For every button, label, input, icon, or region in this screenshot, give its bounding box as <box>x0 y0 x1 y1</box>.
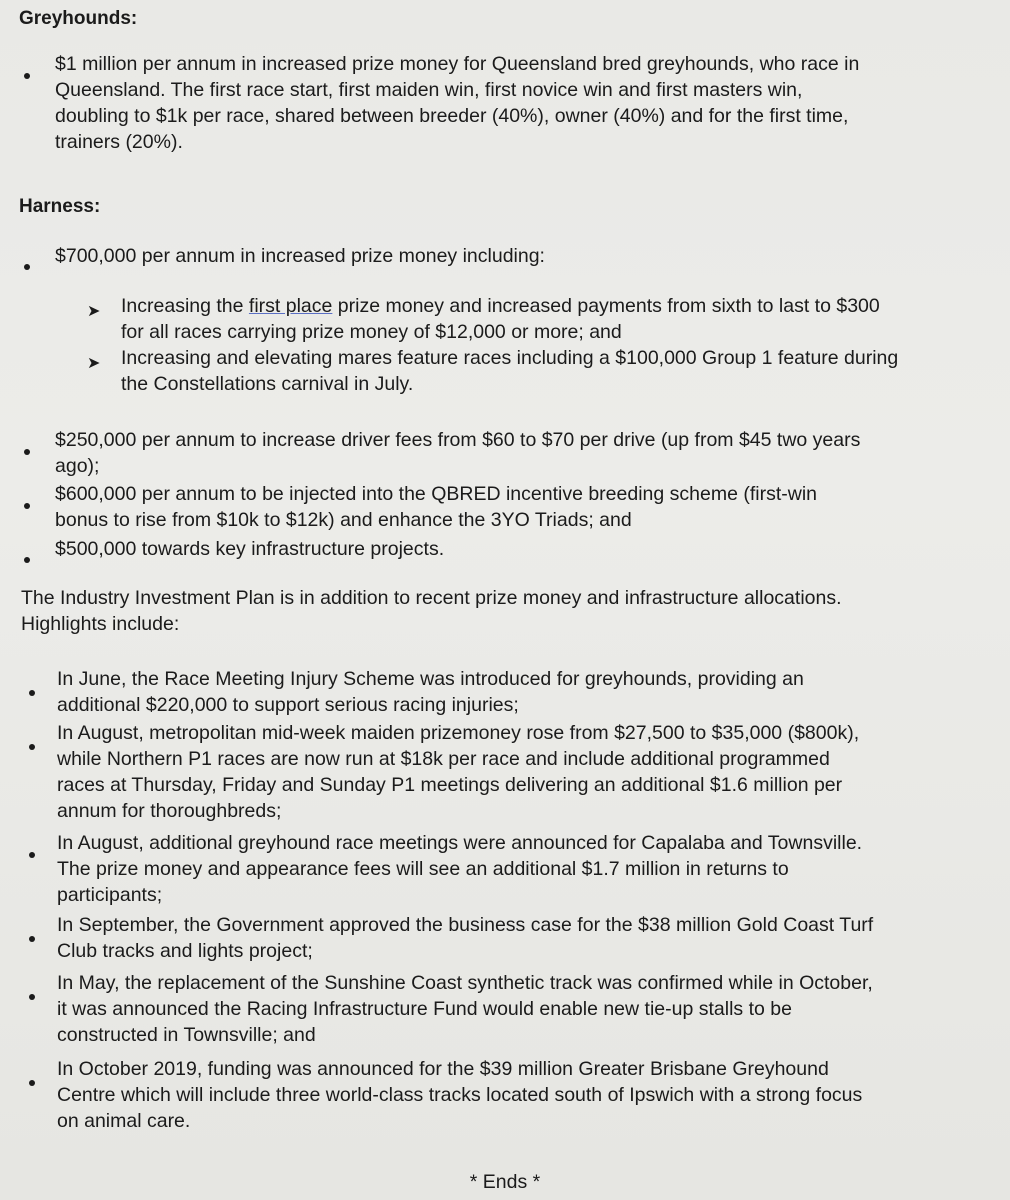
highlight-item <box>57 1056 862 1134</box>
greyhounds-item <box>55 51 859 155</box>
text-line: Increasing and elevating mares feature races including a $100,000 Group 1 feature during <box>121 347 899 369</box>
text-line: the Constellations carnival in July. <box>121 373 414 395</box>
text-line: on animal care. <box>57 1110 191 1132</box>
highlight-item <box>57 666 804 718</box>
text-line: ago); <box>55 455 100 477</box>
ends-marker: * Ends * <box>469 1171 541 1193</box>
harness-heading: Harness: <box>19 196 101 217</box>
bullet <box>24 264 30 270</box>
text-line: Club tracks and lights project; <box>57 940 313 962</box>
harness-subitem-first-place <box>121 293 880 345</box>
text-line: it was announced the Racing Infrastructure Fund would enable new tie-up stalls to be <box>57 998 792 1020</box>
text-line: Increasing the first place prize money and increased payments from sixth to last to $300 <box>121 295 880 317</box>
bullet <box>29 994 35 1000</box>
highlight-item <box>57 970 873 1048</box>
harness-item-qbred <box>55 481 817 533</box>
harness-item-driver-fees <box>55 427 860 479</box>
arrow-bullet-icon: ➤ <box>87 355 101 372</box>
bullet <box>24 73 30 79</box>
highlight-item <box>57 830 862 908</box>
harness-subitem-mares <box>121 345 898 397</box>
text-line: In August, additional greyhound race meetings were announced for Capalaba and Townsville. <box>57 832 863 854</box>
underlined-phrase: first place <box>248 295 333 317</box>
arrow-bullet-icon: ➤ <box>87 303 101 320</box>
text-line: The Industry Investment Plan is in addition to recent prize money and infrastructure allocations. <box>21 587 842 609</box>
text-line: while Northern P1 races are now run at $18k per race and include additional programmed <box>57 748 830 770</box>
text-line: trainers (20%). <box>55 131 183 153</box>
bullet <box>29 690 35 696</box>
text-line: In September, the Government approved the business case for the $38 million Gold Coast Turf <box>57 914 874 936</box>
text-line: Centre which will include three world-class tracks located south of Ipswich with a strong focus <box>57 1084 863 1106</box>
text-line: In October 2019, funding was announced for the $39 million Greater Brisbane Greyhound <box>57 1058 829 1080</box>
bullet <box>29 936 35 942</box>
harness-item-infrastructure: $500,000 towards key infrastructure projects. <box>55 538 445 560</box>
bullet <box>24 449 30 455</box>
text-line: doubling to $1k per race, shared between breeder (40%), owner (40%) and for the first time, <box>55 105 849 127</box>
intro-paragraph <box>21 585 842 637</box>
bullet <box>29 744 35 750</box>
bullet <box>29 1080 35 1086</box>
harness-item-prize-money: $700,000 per annum in increased prize money including: <box>55 245 545 267</box>
bullet <box>24 557 30 563</box>
text-line: constructed in Townsville; and <box>57 1024 316 1046</box>
text-line: participants; <box>57 884 163 906</box>
text-line: $1 million per annum in increased prize money for Queensland bred greyhounds, who race in <box>55 53 860 75</box>
text-line: bonus to rise from $10k to $12k) and enhance the 3YO Triads; and <box>55 509 632 531</box>
text-line: for all races carrying prize money of $12,000 or more; and <box>121 321 622 343</box>
text-line: Queensland. The first race start, first maiden win, first novice win and first masters win, <box>55 79 803 101</box>
text-line: In May, the replacement of the Sunshine Coast synthetic track was confirmed while in October, <box>57 972 873 994</box>
text-line: Highlights include: <box>21 613 180 635</box>
text-line: The prize money and appearance fees will see an additional $1.7 million in returns to <box>57 858 789 880</box>
text-line: additional $220,000 to support serious racing injuries; <box>57 694 519 716</box>
highlight-item <box>57 912 873 964</box>
text-line: $600,000 per annum to be injected into the QBRED incentive breeding scheme (first-win <box>55 483 818 505</box>
bullet <box>24 503 30 509</box>
text-line: $250,000 per annum to increase driver fees from $60 to $70 per drive (up from $45 two years <box>55 429 861 451</box>
text-line: annum for thoroughbreds; <box>57 800 282 822</box>
text-line: In June, the Race Meeting Injury Scheme was introduced for greyhounds, providing an <box>57 668 804 690</box>
text-line: races at Thursday, Friday and Sunday P1 meetings delivering an additional $1.6 million per <box>57 774 843 796</box>
greyhounds-heading: Greyhounds: <box>19 8 138 29</box>
text-line: In August, metropolitan mid-week maiden prizemoney rose from $27,500 to $35,000 ($800k), <box>57 722 860 744</box>
highlight-item <box>57 720 859 824</box>
bullet <box>29 852 35 858</box>
